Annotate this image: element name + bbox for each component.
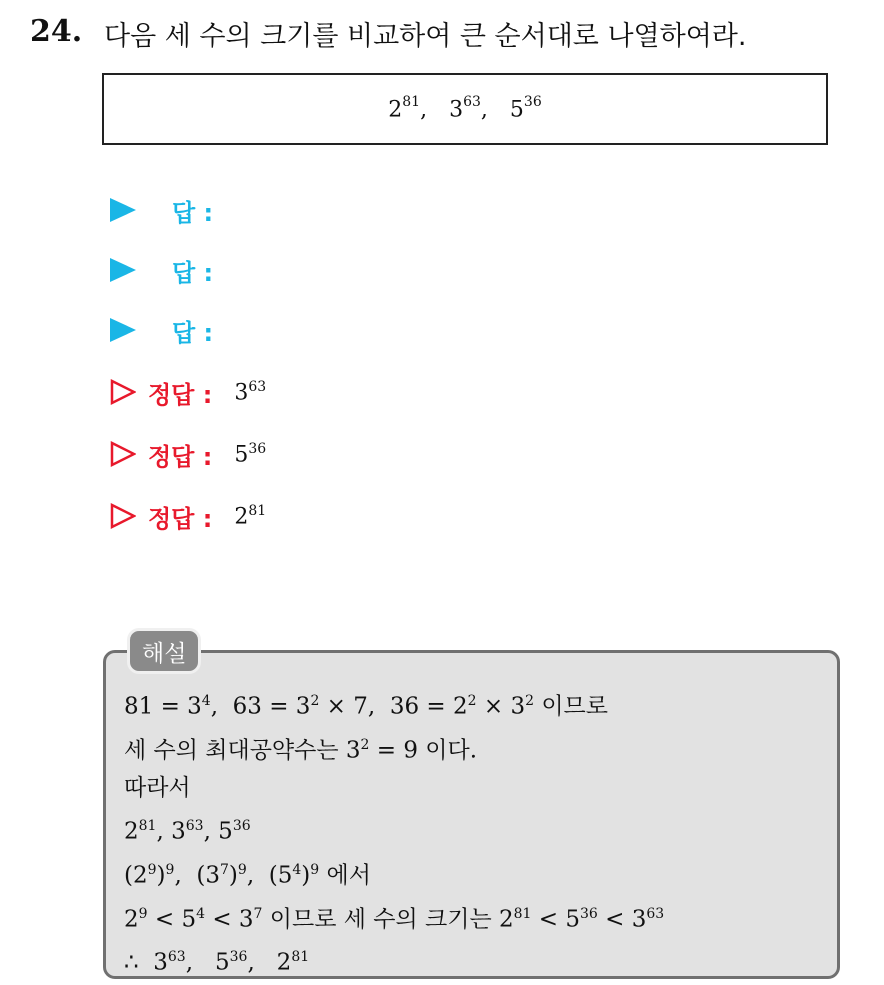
given-expression-box xyxy=(102,73,828,145)
correct-exp-2: 36 xyxy=(248,440,267,457)
explanation-line-1: $81 = 3^4$, $63 = 3^2 \times 7$, $36 = 2^2 \times 3^2$ 이므로 xyxy=(124,693,608,720)
answer-label-3: 답 : xyxy=(172,318,214,347)
outline-triangle-icon xyxy=(110,377,136,407)
explanation-content xyxy=(124,682,664,982)
explanation-line-3: 따라서 xyxy=(124,775,191,802)
outline-triangle-icon xyxy=(110,439,136,469)
given-item-3 xyxy=(509,93,542,123)
explanation-line-7: ∴ $3^{63}$, $5^{36}$, $2^{81}$ xyxy=(124,949,310,976)
answer-row-3[interactable] xyxy=(110,310,213,350)
correct-label-1: 정답 : xyxy=(148,380,213,409)
correct-base-1: 3 xyxy=(234,380,249,406)
play-triangle-icon xyxy=(110,195,136,225)
answer-label-1: 답 : xyxy=(172,198,214,227)
given-separator-2: , xyxy=(480,97,488,123)
given-exp-2: 63 xyxy=(463,93,481,110)
correct-base-3: 2 xyxy=(234,504,249,530)
correct-exp-3: 81 xyxy=(248,502,267,519)
outline-triangle-icon xyxy=(110,501,136,531)
answer-label-2: 답 : xyxy=(172,258,214,287)
correct-base-2: 5 xyxy=(234,442,249,468)
explanation-line-4: $2^{81}$, $3^{63}$, $5^{36}$ xyxy=(124,818,251,845)
explanation-line-5: $(2^9)^9$, $(3^7)^9$, $(5^4)^9$ 에서 xyxy=(124,861,371,889)
given-exp-3: 36 xyxy=(523,93,542,110)
given-item-1 xyxy=(388,93,428,123)
given-item-2 xyxy=(449,93,488,123)
correct-row-1 xyxy=(110,372,266,412)
correct-label-2: 정답 : xyxy=(148,442,213,471)
correct-row-2 xyxy=(110,434,266,474)
given-separator-1: , xyxy=(420,97,428,123)
given-base-3: 5 xyxy=(509,97,524,123)
answer-row-2[interactable] xyxy=(110,250,213,290)
question-number: 24. xyxy=(30,14,83,49)
explanation-tab: 해설 xyxy=(127,628,201,674)
correct-value-3 xyxy=(234,503,266,529)
play-triangle-icon xyxy=(110,255,136,285)
correct-value-2 xyxy=(234,441,266,467)
given-base-1: 2 xyxy=(388,97,403,123)
explanation-line-2: 세 수의 최대공약수는 $3^2 = 9$ 이다. xyxy=(124,736,478,764)
explanation-line-6: $2^9 < 5^4 < 3^7$ 이므로 세 수의 크기는 $2^{81} < 5^{36} < 3^{63}$ xyxy=(124,905,665,933)
given-exp-1: 81 xyxy=(402,93,421,110)
answer-row-1[interactable] xyxy=(110,190,213,230)
correct-value-1 xyxy=(234,379,266,405)
correct-exp-1: 63 xyxy=(248,378,267,395)
correct-label-3: 정답 : xyxy=(148,504,213,533)
correct-row-3 xyxy=(110,496,266,536)
given-base-2: 3 xyxy=(449,97,464,123)
play-triangle-icon xyxy=(110,315,136,345)
question-text: 다음 세 수의 크기를 비교하여 큰 순서대로 나열하여라. xyxy=(104,21,747,52)
